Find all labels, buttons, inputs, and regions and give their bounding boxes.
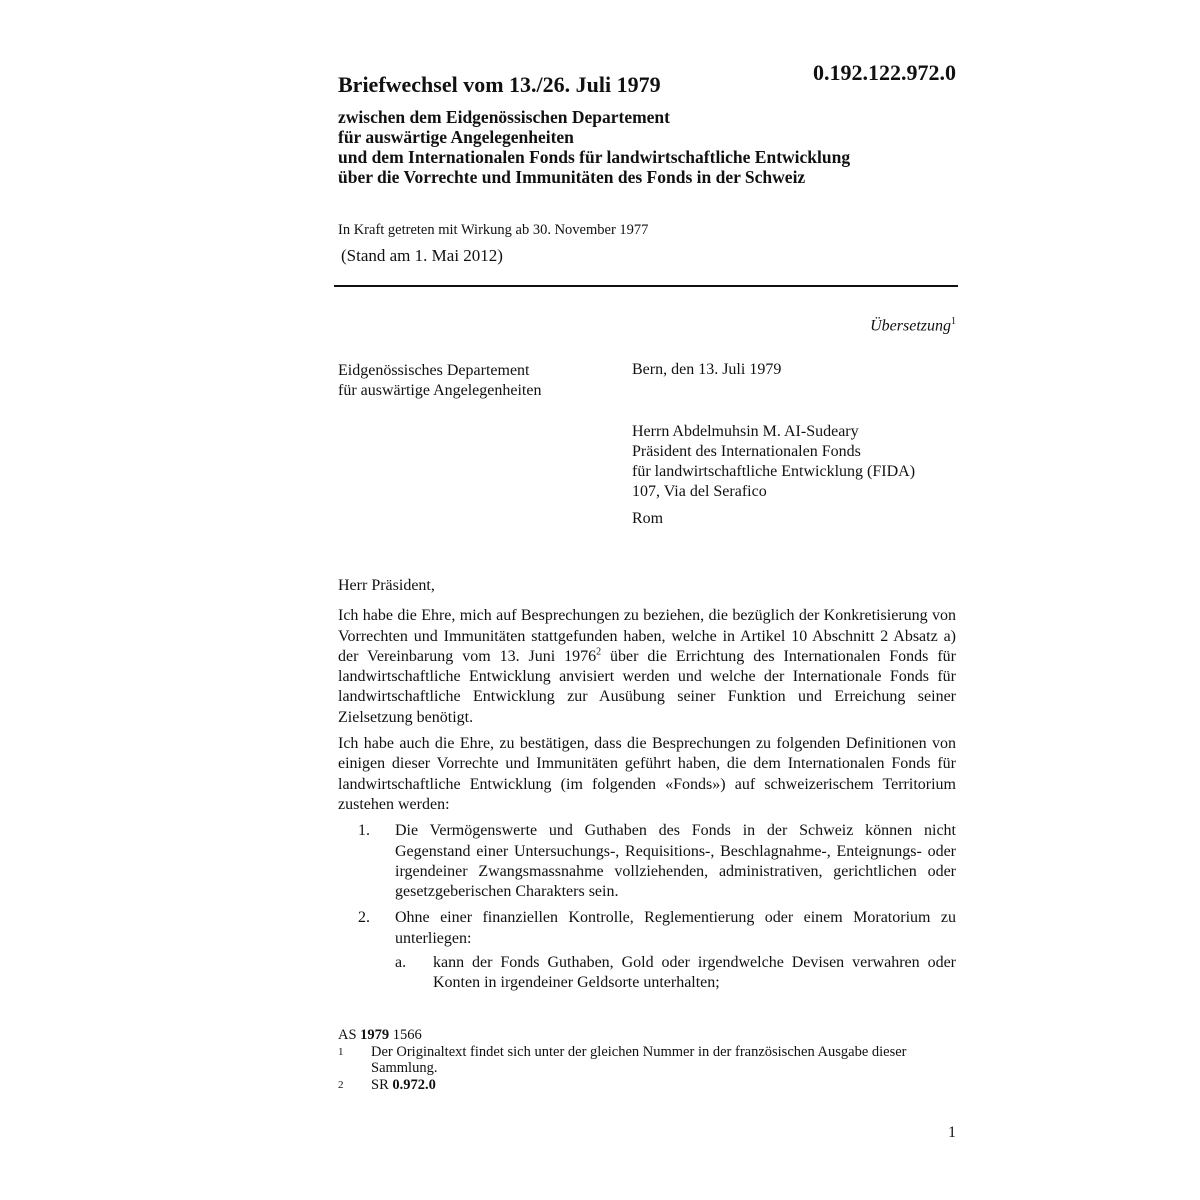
- sr-prefix: SR: [371, 1076, 393, 1093]
- recipient-line: für landwirtschaftliche Entwicklung (FIDA): [632, 463, 916, 480]
- as-year: 1979: [360, 1027, 390, 1043]
- place-date: Bern, den 13. Juli 1979: [632, 361, 782, 378]
- footnote-ref-2[interactable]: 2: [596, 646, 602, 658]
- footnote-text: [371, 1077, 956, 1094]
- subtitle-line: für auswärtige Angelegenheiten: [338, 127, 574, 147]
- footnotes: [338, 1027, 956, 1093]
- sender-block: [338, 361, 541, 401]
- subtitle-line: zwischen dem Eidgenössischen Departement: [338, 107, 670, 127]
- paragraph-1-text-end: über die Errichtung des Internationalen Fonds für landwirtschaftliche Entwicklung anvisiert werden und welche der Internationale Fonds für landwirtschaftliche Entwicklung zur Ausübung seiner Funktion und Erreichung seiner Zielsetzung benötigt.: [338, 647, 956, 726]
- as-prefix: AS: [338, 1027, 361, 1043]
- recipient-block: [632, 422, 915, 502]
- as-page: 1566: [389, 1027, 422, 1043]
- list-item-number: 1.: [358, 822, 370, 840]
- subtitle-line: und dem Internationalen Fonds für landwirtschaftliche Entwicklung: [338, 147, 851, 167]
- letter-body: [338, 576, 956, 1000]
- footnote-1: [338, 1044, 956, 1077]
- status-date: (Stand am 1. Mai 2012): [341, 246, 503, 265]
- list-item-body: [395, 908, 956, 993]
- translation-label: Übersetzung: [870, 317, 951, 335]
- salutation: Herr Präsident,: [338, 577, 435, 594]
- footnote-ref-1[interactable]: 1: [951, 316, 956, 327]
- footnote-number: 2: [338, 1078, 344, 1091]
- list-item: [338, 821, 956, 902]
- sub-list-item: [395, 953, 956, 994]
- document-title: Briefwechsel vom 13./26. Juli 1979: [338, 72, 661, 97]
- sub-list-item-text: kann der Fonds Guthaben, Gold oder irgendwelche Devisen verwahren oder Konten in irgendeiner Geldsorte unterhalten;: [433, 954, 956, 992]
- official-collection-ref: [338, 1027, 956, 1044]
- footnote-number: 1: [338, 1045, 344, 1058]
- recipient-line: 107, Via del Serafico: [632, 483, 767, 500]
- sub-list-item-letter: a.: [395, 954, 407, 972]
- sender-line: für auswärtige Angelegenheiten: [338, 382, 542, 399]
- list-item: [338, 908, 956, 993]
- document-subtitle: [338, 107, 978, 187]
- subtitle-line: über die Vorrechte und Immunitäten des Fonds in der Schweiz: [338, 167, 806, 187]
- list-item-text: Ohne einer finanziellen Kontrolle, Reglementierung oder einem Moratorium zu unterliegen:: [395, 909, 956, 947]
- sr-number: 0.192.122.972.0: [813, 60, 956, 85]
- footnote-text: Der Originaltext findet sich unter der gleichen Nummer in der französischen Ausgabe dieser Sammlung.: [371, 1043, 907, 1076]
- paragraph-2: Ich habe auch die Ehre, zu bestätigen, dass die Besprechungen zu folgenden Definitionen von einigen dieser Vorrechte und Immunitäten geführt haben, die dem Internationalen Fonds für landwirtschaftliche Entwicklung (im folgenden «Fonds») auf schweizerischem Territorium zustehen werden:: [338, 735, 956, 813]
- page-number: 1: [948, 1124, 956, 1141]
- list-item-number: 2.: [358, 909, 370, 927]
- footnote-2: [338, 1077, 956, 1094]
- recipient-line: Präsident des Internationalen Fonds: [632, 443, 861, 460]
- sr-reference: 0.972.0: [392, 1076, 436, 1093]
- paragraph-1-text-start: Ich habe die Ehre, mich auf Besprechungen zu beziehen, die bezüglich der Konkretisierung von Vorrechten und Immunitäten stattgefunden haben, welche in Artikel 10 Abschnitt 2 Absatz a) der Vereinbarung vom 13. Juni 1976: [338, 607, 956, 665]
- in-force-date: In Kraft getreten mit Wirkung ab 30. November 1977: [338, 222, 649, 238]
- translation-note: [700, 316, 956, 335]
- paragraph-1: [338, 606, 956, 728]
- recipient-city: Rom: [632, 510, 664, 527]
- list-item-text: Die Vermögenswerte und Guthaben des Fonds in der Schweiz können nicht Gegenstand einer Untersuchungs-, Requisitions-, Beschlagnahme-, Enteignungs- oder irgendeiner Zwangsmassnahme vollziehenden, administrativen, gerichtlichen oder gesetzgeberischen Charakters sein.: [395, 822, 956, 901]
- header-divider: [334, 285, 958, 287]
- recipient-line: Herrn Abdelmuhsin M. AI-Sudeary: [632, 423, 859, 440]
- sender-line: Eidgenössisches Departement: [338, 362, 530, 379]
